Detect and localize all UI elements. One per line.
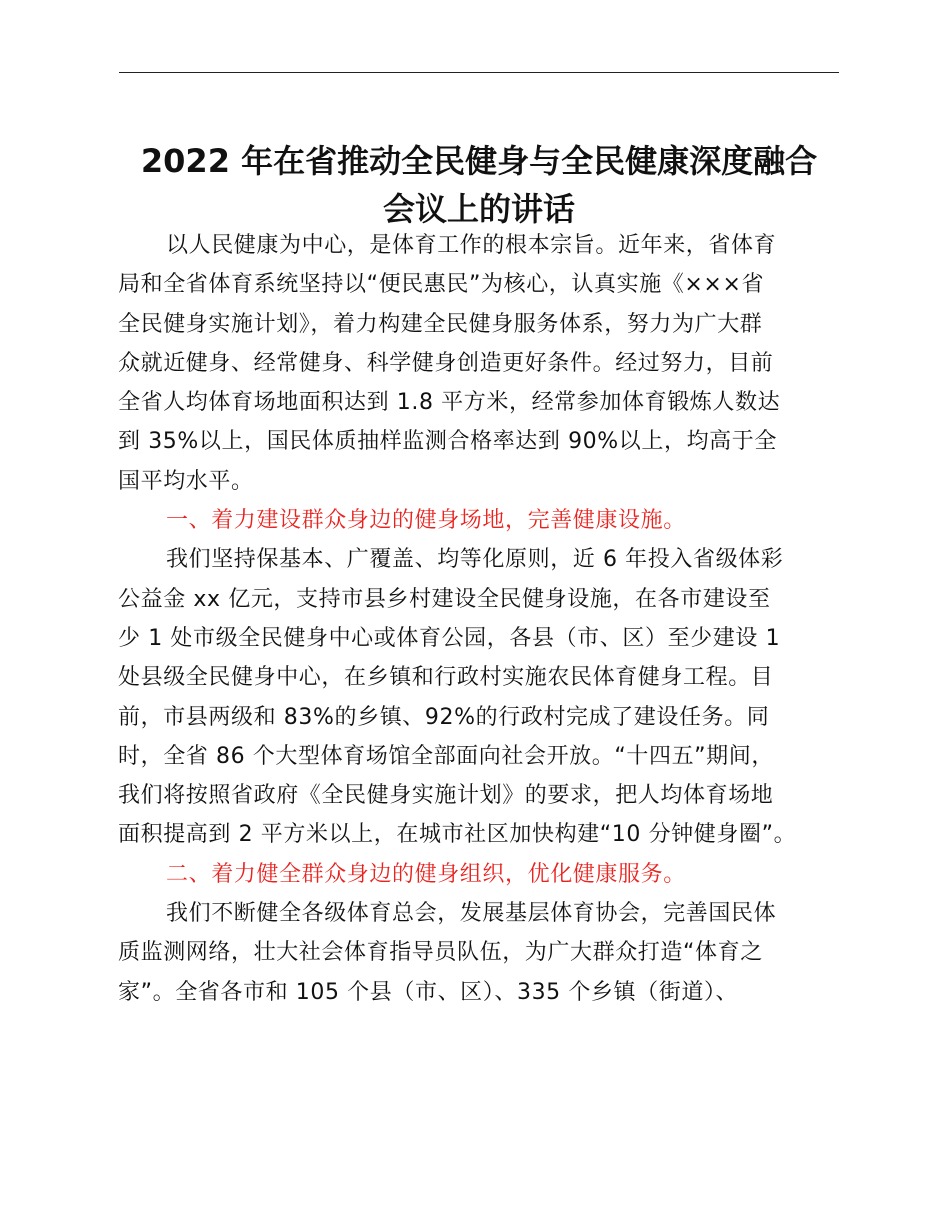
- document-body: [118, 226, 842, 1012]
- text-line: 国平均水平。: [118, 468, 254, 494]
- text-line: 质监测网络，壮大社会体育指导员队伍，为广大群众打造“体育之: [118, 940, 763, 966]
- section-heading-1: [118, 501, 842, 540]
- title-line: 2022 年在省推动全民健身与全民健康深度融合: [140, 142, 818, 180]
- text-line: 全省人均体育场地面积达到 1.8 平方米，经常参加体育锻炼人数达: [118, 390, 781, 416]
- text-line: 全民健身实施计划》，着力构建全民健身服务体系，努力为广大群: [118, 311, 763, 337]
- text-line: 我们坚持保基本、广覆盖、均等化原则，近 6 年投入省级体彩: [166, 547, 784, 573]
- text-line: 家”。全省各市和 105 个县（市、区）、335 个乡镇（街道）、: [118, 979, 739, 1005]
- text-line: 我们不断健全各级体育总会，发展基层体育协会，完善国民体: [166, 901, 777, 927]
- document-title: [100, 137, 858, 233]
- text-line: 时，全省 86 个大型体育场馆全部面向社会开放。“十四五”期间，: [118, 743, 774, 769]
- section-2-paragraph: [118, 894, 842, 1012]
- text-line: 到 35%以上，国民体质抽样监测合格率达到 90%以上，均高于全: [118, 429, 777, 455]
- text-line: 处县级全民健身中心，在乡镇和行政村实施农民体育健身工程。目: [118, 665, 774, 691]
- section-heading-2: [118, 855, 842, 894]
- text-line: 少 1 处市级全民健身中心或体育公园，各县（市、区）至少建设 1: [118, 625, 781, 651]
- text-line: 公益金 xx 亿元，支持市县乡村建设全民健身设施，在各市建设至: [118, 586, 771, 612]
- heading-line: 一、着力建设群众身边的健身场地，完善健康设施。: [166, 508, 686, 534]
- intro-paragraph: [118, 226, 842, 501]
- title-line: 会议上的讲话: [382, 190, 575, 228]
- heading-line: 二、着力健全群众身边的健身组织，优化健康服务。: [166, 861, 686, 887]
- text-line: 前，市县两级和 83%的乡镇、92%的行政村完成了建设任务。同: [118, 704, 770, 730]
- text-line: 面积提高到 2 平方米以上，在城市社区加快构建“10 分钟健身圈”。: [118, 822, 797, 848]
- section-1-paragraph: [118, 540, 842, 854]
- header-rule: [119, 72, 839, 73]
- text-line: 以人民健康为中心，是体育工作的根本宗旨。近年来，省体育: [166, 233, 777, 258]
- text-line: 众就近健身、经常健身、科学健身创造更好条件。经过努力，目前: [118, 350, 774, 376]
- text-line: 我们将按照省政府《全民健身实施计划》的要求，把人均体育场地: [118, 783, 774, 809]
- text-line: 局和全省体育系统坚持以“便民惠民”为核心，认真实施《×××省: [118, 272, 765, 298]
